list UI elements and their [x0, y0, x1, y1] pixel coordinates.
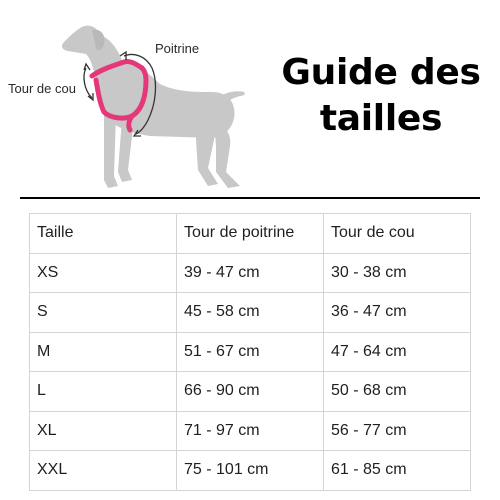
cell-neck: 30 - 38 cm [324, 253, 471, 293]
cell-neck: 56 - 77 cm [324, 411, 471, 451]
table-row [30, 253, 471, 293]
dog-silhouette-icon [0, 0, 260, 196]
neck-label: Tour de cou [8, 81, 76, 96]
table-header-row [30, 214, 471, 254]
cell-size: M [30, 332, 177, 372]
cell-chest: 75 - 101 cm [177, 451, 324, 491]
table-row [30, 411, 471, 451]
table-row [30, 451, 471, 491]
table-row [30, 372, 471, 412]
size-chart-table [29, 213, 471, 491]
cell-chest: 39 - 47 cm [177, 253, 324, 293]
cell-neck: 36 - 47 cm [324, 293, 471, 333]
cell-neck: 61 - 85 cm [324, 451, 471, 491]
chest-label: Poitrine [155, 41, 200, 56]
cell-size: S [30, 293, 177, 333]
table-row [30, 293, 471, 333]
header-size: Taille [30, 214, 177, 254]
cell-chest: 71 - 97 cm [177, 411, 324, 451]
page-title: Guide des tailles [281, 52, 481, 139]
cell-size: L [30, 372, 177, 412]
table-row [30, 332, 471, 372]
cell-neck: 50 - 68 cm [324, 372, 471, 412]
dog-harness-illustration [0, 0, 260, 196]
divider [20, 197, 480, 199]
cell-chest: 45 - 58 cm [177, 293, 324, 333]
cell-size: XL [30, 411, 177, 451]
cell-chest: 51 - 67 cm [177, 332, 324, 372]
cell-size: XS [30, 253, 177, 293]
cell-chest: 66 - 90 cm [177, 372, 324, 412]
header-chest: Tour de poitrine [177, 214, 324, 254]
cell-neck: 47 - 64 cm [324, 332, 471, 372]
cell-size: XXL [30, 451, 177, 491]
header-neck: Tour de cou [324, 214, 471, 254]
